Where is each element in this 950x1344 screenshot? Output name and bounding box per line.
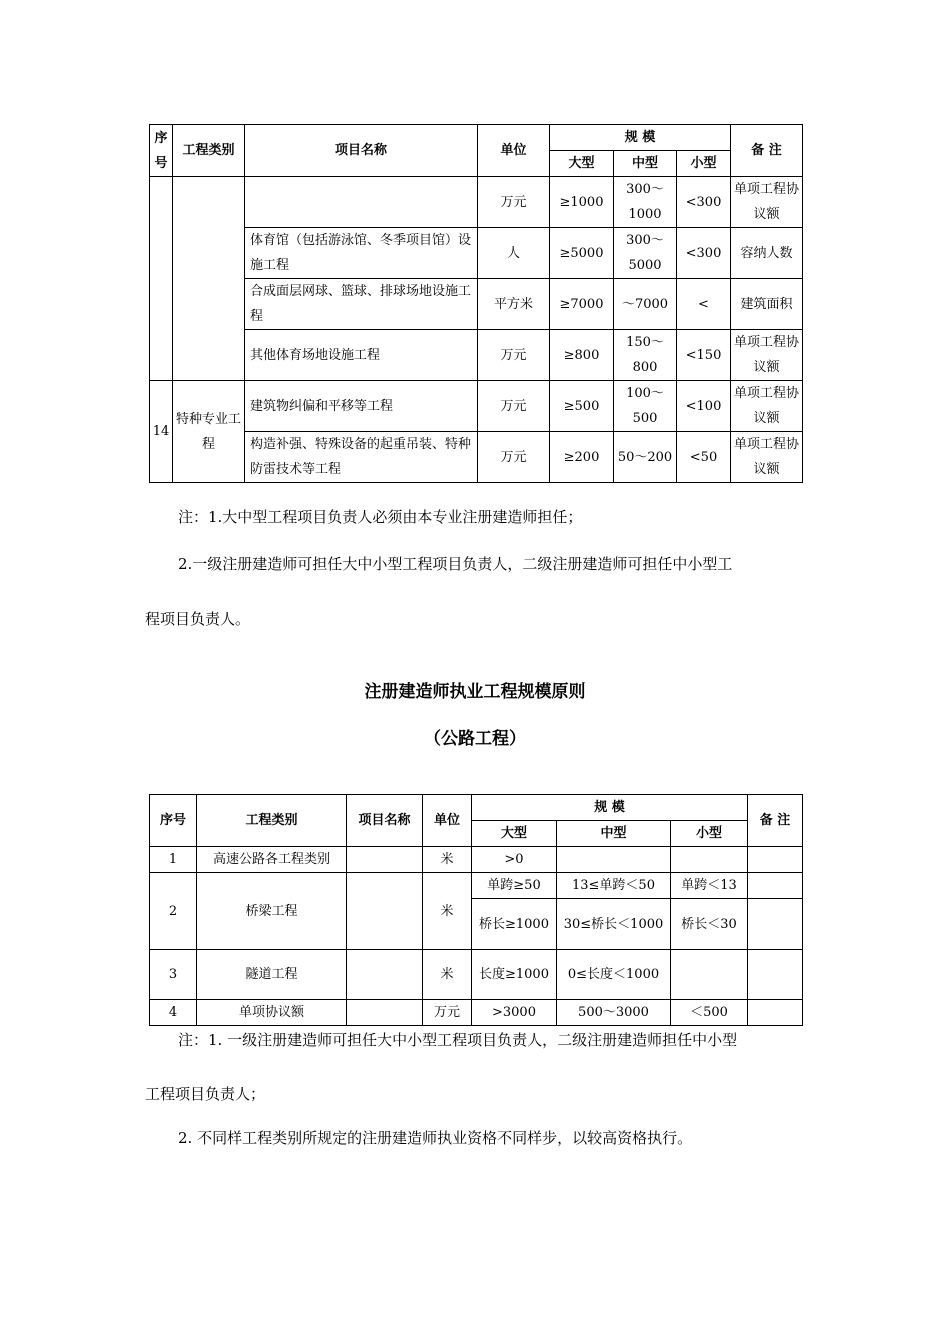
cell-small: 桥长＜30 [671, 899, 748, 950]
header-project: 项目名称 [245, 125, 478, 177]
cell-seq: 4 [150, 1000, 197, 1026]
cell-large: 长度≥1000 [472, 950, 557, 1000]
scale-table-highway [149, 794, 803, 1026]
cell-unit: 米 [423, 847, 472, 873]
table-row [150, 873, 803, 899]
cell-large: ≥500 [550, 381, 614, 432]
table-row [150, 1000, 803, 1026]
cell-small: <50 [677, 432, 731, 483]
cell-unit: 万元 [478, 330, 550, 381]
cell-medium: 100～500 [614, 381, 677, 432]
scale-table-sports [149, 124, 803, 483]
cell-large: >3000 [472, 1000, 557, 1026]
empty-cell [748, 873, 803, 899]
cell-seq: 3 [150, 950, 197, 1000]
empty-cell [347, 847, 423, 873]
header-seq: 序号 [150, 795, 197, 847]
cell-small: ＜500 [671, 1000, 748, 1026]
empty-cell [748, 847, 803, 873]
cell-medium: 0≤长度＜1000 [557, 950, 671, 1000]
empty-cell [748, 950, 803, 1000]
header-large: 大型 [472, 821, 557, 847]
table-row [150, 177, 803, 228]
cell-seq: 14 [150, 381, 173, 483]
cell-remark: 建筑面积 [731, 279, 803, 330]
cell-remark: 单项工程协议额 [731, 177, 803, 228]
cell-unit: 平方米 [478, 279, 550, 330]
header-remark: 备 注 [731, 125, 803, 177]
header-remark: 备 注 [748, 795, 803, 847]
header-scale: 规 模 [472, 795, 748, 821]
header-medium: 中型 [614, 151, 677, 177]
cell-unit: 万元 [478, 177, 550, 228]
header-small: 小型 [677, 151, 731, 177]
cell-category: 桥梁工程 [197, 873, 347, 950]
empty-cell [347, 1000, 423, 1026]
header-scale: 规 模 [550, 125, 731, 151]
table-row [150, 950, 803, 1000]
cell-category: 特种专业工程 [173, 381, 245, 483]
cell-medium: 300～5000 [614, 228, 677, 279]
empty-cell [748, 899, 803, 950]
section-title: 注册建造师执业工程规模原则 [364, 682, 586, 702]
cell-unit: 万元 [478, 381, 550, 432]
cell-small: <300 [677, 177, 731, 228]
cell-small: <100 [677, 381, 731, 432]
cell-medium: 500～3000 [557, 1000, 671, 1026]
cell-remark: 容纳人数 [731, 228, 803, 279]
header-large: 大型 [550, 151, 614, 177]
cell-large: ≥7000 [550, 279, 614, 330]
note-line: 2. 不同样工程类别所规定的注册建造师执业资格不同样步，以较高资格执行。 [178, 1129, 693, 1147]
cell-medium: ～7000 [614, 279, 677, 330]
cell-category: 单项协议额 [197, 1000, 347, 1026]
cell-large: 单跨≥50 [472, 873, 557, 899]
table-row [150, 432, 803, 483]
table-row [150, 330, 803, 381]
cell-remark: 单项工程协议额 [731, 381, 803, 432]
cell-medium: 13≤单跨＜50 [557, 873, 671, 899]
cell-seq: 1 [150, 847, 197, 873]
empty-cell [347, 950, 423, 1000]
cell-small: 单跨＜13 [671, 873, 748, 899]
cell-large: ≥5000 [550, 228, 614, 279]
note-line: 2.一级注册建造师可担任大中小型工程项目负责人，二级注册建造师可担任中小型工 [178, 555, 733, 573]
header-category: 工程类别 [173, 125, 245, 177]
cell-small: <300 [677, 228, 731, 279]
header-unit: 单位 [478, 125, 550, 177]
cell-remark: 单项工程协议额 [731, 432, 803, 483]
empty-cell [173, 177, 245, 381]
header-category: 工程类别 [197, 795, 347, 847]
cell-category: 隧道工程 [197, 950, 347, 1000]
cell-remark: 单项工程协议额 [731, 330, 803, 381]
cell-project: 其他体育场地设施工程 [245, 330, 478, 381]
cell-large: ≥800 [550, 330, 614, 381]
cell-unit: 人 [478, 228, 550, 279]
cell-small [671, 847, 748, 873]
cell-medium [557, 847, 671, 873]
empty-cell [748, 1000, 803, 1026]
cell-small [671, 950, 748, 1000]
cell-medium: 300～1000 [614, 177, 677, 228]
section-subtitle: （公路工程） [424, 729, 526, 749]
note-line: 工程项目负责人； [145, 1085, 266, 1103]
table-row [150, 279, 803, 330]
header-seq: 序号 [150, 125, 173, 177]
cell-medium: 30≤桥长＜1000 [557, 899, 671, 950]
cell-large: >0 [472, 847, 557, 873]
cell-large: 桥长≥1000 [472, 899, 557, 950]
note-line: 注：1. 一级注册建造师可担任大中小型工程项目负责人，二级注册建造师担任中小型 [178, 1031, 738, 1049]
cell-project: 体育馆（包括游泳馆、冬季项目馆）设施工程 [245, 228, 478, 279]
cell-project [245, 177, 478, 228]
cell-project: 合成面层网球、篮球、排球场地设施工程 [245, 279, 478, 330]
note-line: 注：1.大中型工程项目负责人必须由本专业注册建造师担任； [178, 508, 583, 526]
cell-project: 建筑物纠偏和平移等工程 [245, 381, 478, 432]
cell-unit: 米 [423, 873, 472, 950]
cell-unit: 万元 [478, 432, 550, 483]
cell-seq: 2 [150, 873, 197, 950]
table-row [150, 228, 803, 279]
note-line: 程项目负责人。 [145, 610, 251, 628]
header-unit: 单位 [423, 795, 472, 847]
cell-small: <150 [677, 330, 731, 381]
cell-unit: 万元 [423, 1000, 472, 1026]
table-row [150, 847, 803, 873]
cell-medium: 150～800 [614, 330, 677, 381]
header-project: 项目名称 [347, 795, 423, 847]
cell-project: 构造补强、特殊设备的起重吊装、特种防雷技术等工程 [245, 432, 478, 483]
cell-category: 高速公路各工程类别 [197, 847, 347, 873]
cell-medium: 50～200 [614, 432, 677, 483]
table-row [150, 381, 803, 432]
empty-cell [150, 177, 173, 381]
header-small: 小型 [671, 821, 748, 847]
cell-large: ≥1000 [550, 177, 614, 228]
cell-unit: 米 [423, 950, 472, 1000]
cell-small: < [677, 279, 731, 330]
cell-large: ≥200 [550, 432, 614, 483]
empty-cell [347, 873, 423, 950]
header-medium: 中型 [557, 821, 671, 847]
